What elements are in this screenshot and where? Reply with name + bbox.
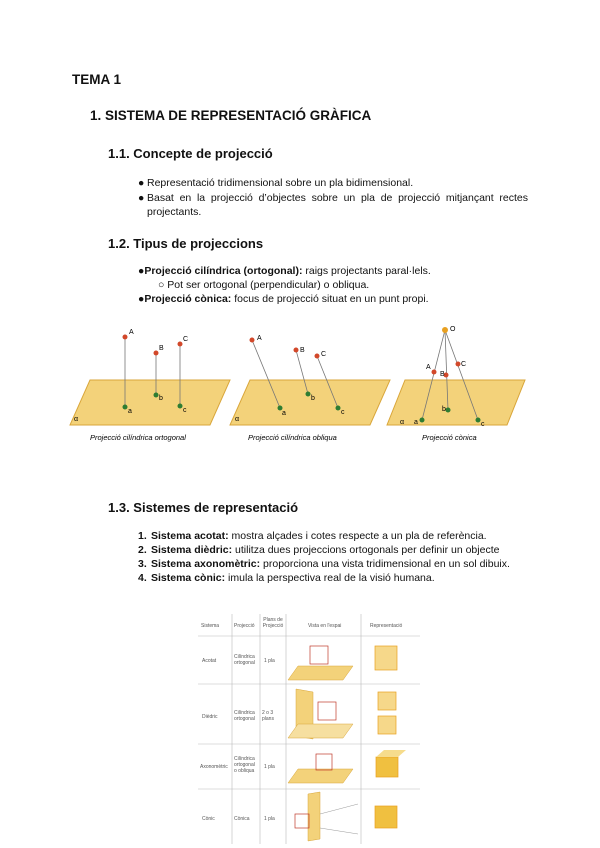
label-A: A bbox=[426, 364, 431, 371]
label-B: B bbox=[300, 347, 305, 354]
table-header: Representació bbox=[370, 623, 403, 629]
projection-types-list bbox=[138, 264, 528, 306]
label-b: b bbox=[442, 406, 446, 413]
item-text: imula la perspectiva real de la visió humana. bbox=[225, 572, 435, 584]
projection-plane bbox=[230, 380, 390, 425]
table-cell: Cònica bbox=[234, 816, 250, 822]
systems-table bbox=[198, 614, 420, 844]
systems-list bbox=[138, 529, 528, 585]
bullet-text: Basat en la projecció d’objectes sobre un pla de projecció mitjançant rectes projectants. bbox=[147, 192, 528, 218]
item-bold: Sistema axonomètric: bbox=[151, 558, 261, 570]
item-number: 4. bbox=[138, 572, 147, 584]
label-B: B bbox=[440, 371, 445, 378]
label-a: a bbox=[128, 408, 132, 415]
bullet-text: Representació tridimensional sobre un pla bidimensional. bbox=[147, 177, 414, 189]
list-item: ● Representació tridimensional sobre un pla bidimensional. bbox=[138, 177, 414, 189]
item-text: utilitza dues projeccions ortogonals per definir un objecte bbox=[232, 544, 500, 556]
projection-figures bbox=[60, 320, 530, 450]
figure-conic bbox=[387, 326, 525, 442]
label-a: a bbox=[282, 410, 286, 417]
table-grid bbox=[198, 614, 420, 844]
point-a-lower bbox=[420, 418, 425, 423]
point-a-upper bbox=[123, 335, 128, 340]
table-cell: 2 o 3 plans bbox=[262, 710, 274, 722]
label-A: A bbox=[257, 335, 262, 342]
item-bold: Projecció cilíndrica (ortogonal): bbox=[144, 265, 303, 277]
table-header: Sistema bbox=[201, 623, 220, 629]
item-number: 1. bbox=[138, 530, 147, 542]
item-text: proporciona una vista tridimensional en un sol dibuix. bbox=[260, 558, 510, 570]
label-a: a bbox=[414, 419, 418, 426]
figure-oblique bbox=[230, 335, 390, 442]
point-a-lower bbox=[123, 405, 128, 410]
item-number: 3. bbox=[138, 558, 147, 570]
projection-plane bbox=[387, 380, 525, 425]
sub-list-item: ○ Pot ser ortogonal (perpendicular) o obliqua. bbox=[158, 279, 370, 291]
label-A: A bbox=[129, 329, 134, 336]
label-b: b bbox=[159, 395, 163, 402]
table-cell: Cilíndrica ortogonal o obliqua bbox=[234, 756, 255, 774]
item-text: Pot ser ortogonal (perpendicular) o obliqua. bbox=[167, 279, 370, 291]
point-c-lower bbox=[476, 418, 481, 423]
caption-orthogonal: Projecció cilíndrica ortogonal bbox=[90, 433, 186, 442]
section-1-1-heading: 1.1. Concepte de projecció bbox=[108, 146, 273, 161]
point-b-lower bbox=[446, 408, 451, 413]
document-title: TEMA 1 bbox=[72, 72, 122, 87]
point-c-upper bbox=[315, 354, 320, 359]
table-cell: Cilíndrica ortogonal bbox=[234, 654, 255, 666]
list-item bbox=[138, 529, 528, 543]
table-header: Plans de Projecció bbox=[262, 617, 284, 629]
table-cell: 1 pla bbox=[264, 764, 275, 770]
list-item: ●Projecció cònica: focus de projecció situat en un punt propi. bbox=[138, 293, 429, 305]
plane-label: α bbox=[400, 419, 405, 426]
item-bold: Sistema cònic: bbox=[151, 572, 226, 584]
caption-oblique: Projecció cilíndrica obliqua bbox=[248, 433, 337, 442]
item-bold: Sistema dièdric: bbox=[151, 544, 233, 556]
list-item: ●Projecció cilíndrica (ortogonal): raigs projectants paral·lels. bbox=[138, 265, 431, 277]
item-number: 2. bbox=[138, 544, 147, 556]
section-1-heading: 1. SISTEMA DE REPRESENTACIÓ GRÀFICA bbox=[90, 108, 372, 123]
point-b-lower bbox=[154, 393, 159, 398]
label-c: c bbox=[341, 409, 345, 416]
focus-point bbox=[442, 327, 448, 333]
point-c-upper bbox=[456, 362, 461, 367]
label-c: c bbox=[481, 421, 485, 428]
item-text: mostra alçades i cotes respecte a un pla de referència. bbox=[228, 530, 487, 542]
caption-conic: Projecció cònica bbox=[422, 433, 477, 442]
table-cell: Cilíndrica ortogonal bbox=[234, 710, 255, 722]
item-text: raigs projectants paral·lels. bbox=[302, 265, 431, 277]
point-b-lower bbox=[306, 392, 311, 397]
label-c: c bbox=[183, 407, 187, 414]
label-C: C bbox=[183, 336, 189, 343]
point-c-upper bbox=[178, 342, 183, 347]
table-header: Projecció bbox=[234, 623, 255, 629]
point-a-upper bbox=[250, 338, 255, 343]
label-O: O bbox=[450, 326, 456, 333]
table-header: Vista en l'espai bbox=[308, 623, 342, 629]
table-cell: Acotat bbox=[202, 658, 217, 664]
plane-label: α bbox=[74, 416, 79, 423]
list-item bbox=[138, 571, 528, 585]
table-cell: Axonomètric bbox=[200, 764, 228, 770]
list-item: ● Basat en la projecció d’objectes sobre un pla de projecció mitjançant rectes projectants. bbox=[138, 192, 528, 218]
table-cell: 1 pla bbox=[264, 658, 275, 664]
table-cell: Dièdric bbox=[202, 714, 218, 720]
section-1-3-heading: 1.3. Sistemes de representació bbox=[108, 500, 299, 515]
list-item bbox=[138, 557, 528, 571]
projection-plane bbox=[70, 380, 230, 425]
table-cell: 1 pla bbox=[264, 816, 275, 822]
table-cell: Cònic bbox=[202, 816, 215, 822]
plane-label: α bbox=[235, 416, 240, 423]
point-c-lower bbox=[178, 404, 183, 409]
point-a-upper bbox=[432, 370, 437, 375]
list-item bbox=[138, 543, 528, 557]
label-C: C bbox=[321, 351, 327, 358]
label-B: B bbox=[159, 345, 164, 352]
label-b: b bbox=[311, 395, 315, 402]
point-c-lower bbox=[336, 406, 341, 411]
item-bold: Projecció cònica: bbox=[144, 293, 232, 305]
section-1-2-heading: 1.2. Tipus de projeccions bbox=[108, 236, 264, 251]
point-b-upper bbox=[154, 351, 159, 356]
label-C: C bbox=[461, 361, 467, 368]
item-text: focus de projecció situat en un punt propi. bbox=[231, 293, 429, 305]
item-bold: Sistema acotat: bbox=[151, 530, 229, 542]
point-b-upper bbox=[294, 348, 299, 353]
bullet-list-concept bbox=[138, 176, 528, 219]
figure-orthogonal bbox=[70, 329, 230, 442]
